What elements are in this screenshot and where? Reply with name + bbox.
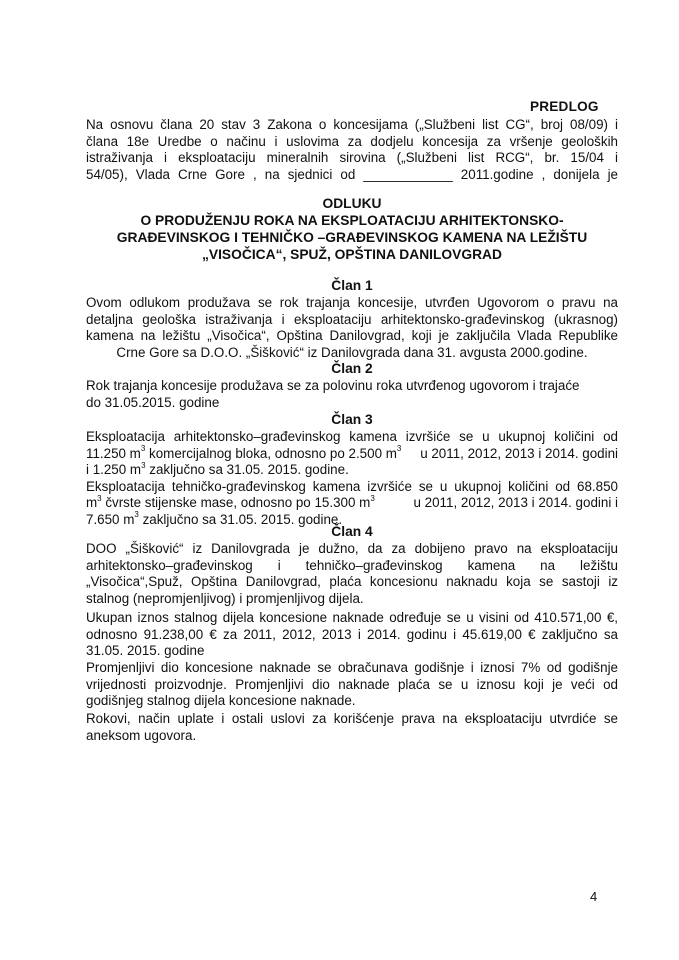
article-4-body — [86, 610, 618, 660]
preamble-line: člana 18e Uredbe o načinu i uslovima za dodjelu koncesija za vršenje geoloških — [86, 133, 618, 149]
article-1-body — [86, 295, 618, 361]
preamble — [86, 117, 618, 183]
article-1-line: detaljna geološka istraživanja i eksploataciju arhitektonsko-građevinskog (ukrasnog) — [86, 311, 618, 327]
article-2-body — [86, 378, 618, 411]
title-line: ODLUKU — [322, 196, 382, 211]
page-number: 4 — [590, 889, 598, 904]
article-4-line: vrijednosti proizvodnje. Promjenljivi dio naknade plaća se u iznosu koji je veći od — [86, 676, 618, 692]
article-2-line: Rok trajanja koncesije produžava se za polovinu roka utvrđenog ugovorom i trajaće — [86, 378, 580, 393]
article-3-body — [86, 429, 618, 528]
years-text: u 2011, 2012, 2013 i 2014. godini i — [413, 495, 618, 510]
article-4-body — [86, 541, 618, 607]
article-4-line: aneksom ugovora. — [86, 727, 197, 743]
article-3-line: i 1.250 $m^3$ zaključno sa 31.05. 2015. godine. — [86, 460, 349, 477]
title-line: „VISOČICA“, SPUŽ, OPŠTINA DANILOVGRAD — [202, 247, 502, 262]
volume-text: 11.250 $m^3$ komercijalnog bloka, odnosno po 2.500 $m^3$ — [86, 444, 402, 461]
years-text: u 2011, 2012, 2013 i 2014. godini — [420, 445, 618, 461]
article-2-line: do 31.05.2015. godine — [86, 394, 220, 410]
volume-text: $m^3$ čvrste stijenske mase, odnosno po 15.300 $m^3$ — [86, 493, 375, 510]
article-4-line: godišnjeg stalnog dijela koncesione naknade. — [86, 693, 356, 708]
article-4-heading: Član 4 — [331, 524, 373, 539]
article-4-line: arhitektonsko–građevinskog i tehničko–građevinskog kamena na ležištu — [86, 557, 618, 573]
article-4-line: Rokovi, način uplate i ostali uslovi za korišćenje prava na eksploataciju utvrdiće se — [86, 711, 618, 726]
article-3-line: Eksploatacija arhitektonsko–građevinskog kamena izvršiće se u ukupnoj količini od — [86, 429, 618, 444]
predlog-label: PREDLOG — [530, 99, 599, 114]
article-4-line: DOO „Šišković“ iz Danilovgrada je dužno, da za dobijeno pravo na eksploataciju — [86, 541, 618, 556]
article-4-line: Promjenljivi dio koncesione naknade se obračunava godišnje i iznosi 7% od godišnje — [86, 660, 618, 675]
article-3-line — [86, 446, 618, 463]
article-4-body — [86, 711, 618, 744]
article-4-line: stalnog (nepromjenljivog) i promjenljivog dijela. — [86, 590, 364, 606]
article-4-line: Ukupan iznos stalnog dijela koncesione naknade određuje se u visini od 410.571,00 €, — [86, 610, 618, 625]
article-1-heading: Član 1 — [331, 278, 373, 293]
article-3-line — [86, 495, 618, 512]
article-4-line: „Visočica“,Spuž, Opština Danilovgrad, plaća koncesionu naknadu koja se sastoji iz — [86, 574, 618, 589]
article-1-line: Ovom odlukom produžava se rok trajanja koncesije, utvrđen Ugovorom o pravu na — [86, 295, 618, 310]
decision-title — [86, 195, 618, 263]
title-line: O PRODUŽENJU ROKA NA EKSPLOATACIJU ARHITEKTONSKO- — [140, 213, 564, 228]
preamble-line: 54/05), Vlada Crne Gore , na sjednici od ____________ 2011.godine , donijela je — [86, 166, 618, 182]
article-3-line: Eksploatacija tehničko-građevinskog kamena izvršiće se u ukupnoj količini od 68.850 — [86, 478, 618, 494]
article-4-line: 31.05. 2015. godine — [86, 643, 205, 658]
preamble-line: istraživanja i eksploataciju mineralnih sirovina („Službeni list RCG“, br. 15/04 i — [86, 150, 618, 165]
article-3-line: 7.650 $m^3$ zaključno sa 31.05. 2015. godine. — [86, 510, 343, 527]
title-line: GRAĐEVINSKOG I TEHNIČKO –GRAĐEVINSKOG KAMENA NA LEŽIŠTU — [116, 230, 588, 245]
article-3-heading: Član 3 — [331, 412, 373, 427]
article-1-line: kamena na ležištu „Visočica“, Opština Danilovgrad, koji je zaključila Vlada Republike — [86, 328, 618, 343]
article-4-body — [86, 660, 618, 710]
article-4-line: odnosno 91.238,00 € za 2011, 2012, 2013 i 2014. godinu i 45.619,00 € zaključno sa — [86, 626, 618, 642]
preamble-line: Na osnovu člana 20 stav 3 Zakona o koncesijama („Službeni list CG“, broj 08/09) i — [86, 117, 618, 132]
article-1-line: Crne Gore sa D.O.O. „Šišković“ iz Danilovgrada dana 31. avgusta 2000.godine. — [116, 344, 588, 360]
article-2-heading: Član 2 — [331, 361, 373, 376]
